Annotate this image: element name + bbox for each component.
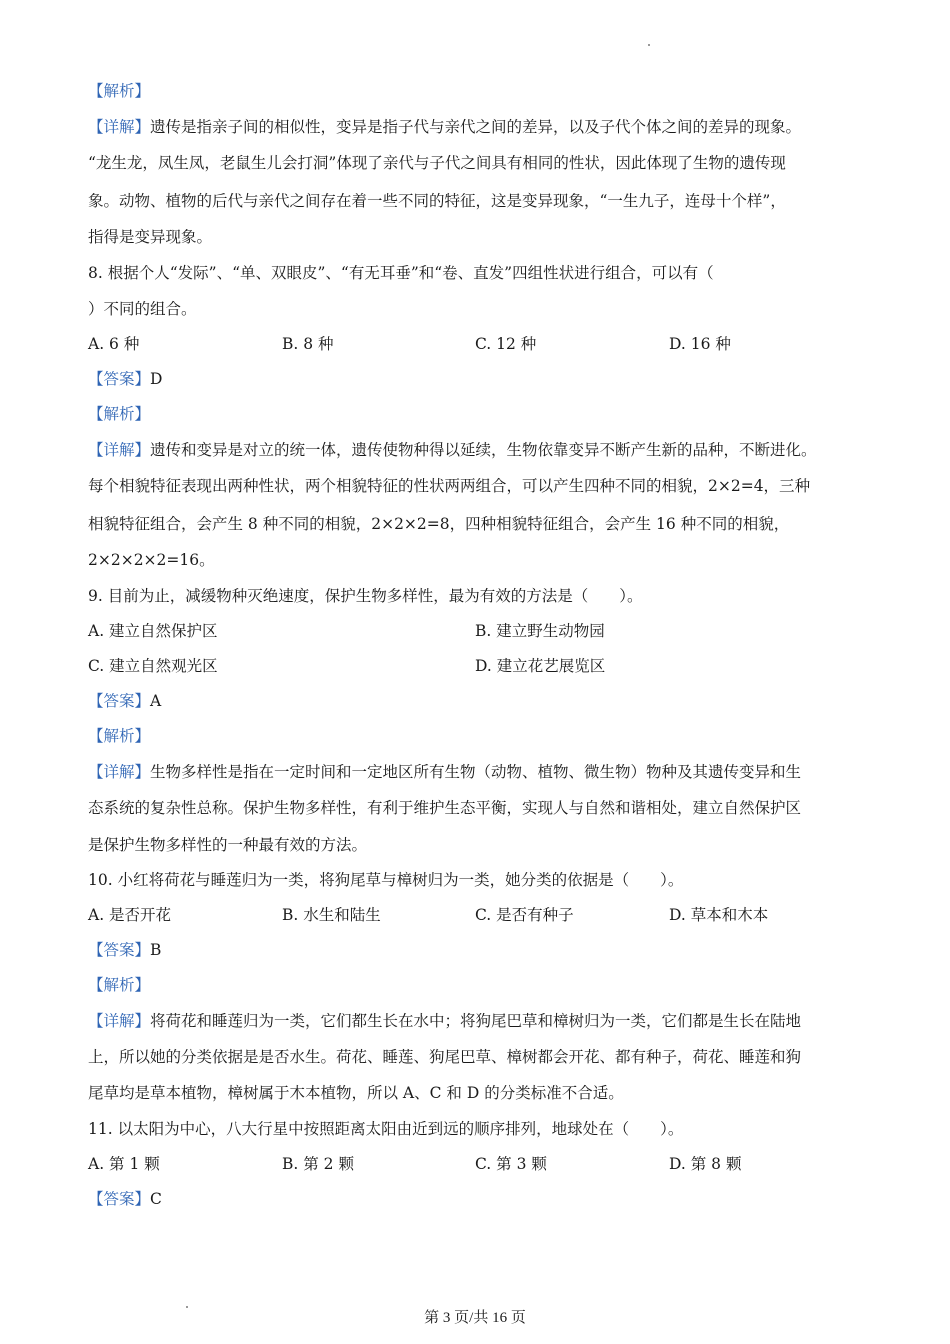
analysis-label-q10: 【解析】 [88, 976, 151, 994]
question-9-option-a: A. 建立自然保护区 [88, 622, 218, 640]
question-10-option-b: B. 水生和陆生 [282, 906, 381, 924]
answer-value: D [150, 370, 163, 388]
detail-label: 【详解】 [88, 118, 151, 136]
detail-q8-line-1: 【详解】遗传和变异是对立的统一体，遗传使物种得以延续，生物依靠变异不断产生新的品种，不断进化。 [88, 441, 817, 459]
detail-q8-line-4: 2×2×2×2=16。 [88, 551, 215, 569]
question-11-option-a: A. 第 1 颗 [88, 1155, 160, 1173]
question-10-option-a: A. 是否开花 [88, 906, 172, 924]
answer-q9 [88, 690, 878, 712]
question-9-option-b: B. 建立野生动物园 [475, 622, 605, 640]
analysis-label-q8: 【解析】 [88, 405, 151, 423]
answer-label: 【答案】 [88, 1190, 151, 1208]
answer-value: C [150, 1190, 162, 1208]
detail-q7-line-1: 【详解】遗传是指亲子间的相似性，变异是指子代与亲代之间的差异，以及子代个体之间的差异的现象。 [88, 118, 802, 136]
answer-label: 【答案】 [88, 941, 151, 959]
detail-q8-line-2: 每个相貌特征表现出两种性状，两个相貌特征的性状两两组合，可以产生四种不同的相貌，2×2=4，三种 [88, 477, 811, 495]
question-8-option-d: D. 16 种 [669, 335, 731, 353]
question-9-stem: 9. 目前为止，减缓物种灭绝速度，保护生物多样性，最为有效的方法是（ ）。 [88, 587, 643, 605]
answer-value: B [150, 941, 162, 959]
answer-value: A [150, 692, 162, 710]
detail-q10-line-2: 上，所以她的分类依据是是否水生。荷花、睡莲、狗尾巴草、樟树都会开花、都有种子，荷花、睡莲和狗 [88, 1048, 802, 1066]
question-10-stem: 10. 小红将荷花与睡莲归为一类，将狗尾草与樟树归为一类，她分类的依据是（ ）。 [88, 871, 684, 889]
detail-label: 【详解】 [88, 441, 151, 459]
detail-q10-line-3: 尾草均是草本植物，樟树属于木本植物，所以 A、C 和 D 的分类标准不合适。 [88, 1084, 624, 1102]
question-8-stem-line-1: 8. 根据个人“发际”、“单、双眼皮”、“有无耳垂”和“卷、直发”四组性状进行组合，可以有（ [88, 264, 714, 282]
detail-q9-line-2: 态系统的复杂性总称。保护生物多样性，有利于维护生态平衡，实现人与自然和谐相处，建立自然保护区 [88, 799, 802, 817]
answer-label: 【答案】 [88, 692, 151, 710]
question-8-option-c: C. 12 种 [475, 335, 537, 353]
detail-label: 【详解】 [88, 763, 151, 781]
detail-q7-line-2: “龙生龙，凤生凤，老鼠生儿会打洞”体现了亲代与子代之间具有相同的性状，因此体现了生物的遗传现 [88, 154, 786, 172]
page-number: 第 3 页/共 16 页 [424, 1310, 526, 1326]
detail-q9-line-3: 是保护生物多样性的一种最有效的方法。 [88, 836, 368, 854]
analysis-label-q7: 【解析】 [88, 82, 151, 100]
question-10-option-c: C. 是否有种子 [475, 906, 574, 924]
question-8-stem-line-2: ）不同的组合。 [88, 300, 197, 318]
detail-q8-line-3: 相貌特征组合，会产生 8 种不同的相貌，2×2×2=8，四种相貌特征组合，会产生 16 种不同的相貌， [88, 515, 790, 533]
detail-q9-line-1: 【详解】生物多样性是指在一定时间和一定地区所有生物（动物、植物、微生物）物种及其遗传变异和生 [88, 763, 802, 781]
analysis-label-q9: 【解析】 [88, 727, 151, 745]
question-10-option-d: D. 草本和木本 [669, 906, 769, 924]
scan-speck [648, 44, 650, 46]
detail-q10-line-1: 【详解】将荷花和睡莲归为一类，它们都生长在水中；将狗尾巴草和樟树归为一类，它们都是生长在陆地 [88, 1012, 802, 1030]
question-11-option-b: B. 第 2 颗 [282, 1155, 354, 1173]
answer-q8 [88, 368, 878, 390]
detail-label: 【详解】 [88, 1012, 151, 1030]
question-9-option-d: D. 建立花艺展览区 [475, 657, 606, 675]
detail-q7-line-3: 象。动物、植物的后代与亲代之间存在着一些不同的特征，这是变异现象，“一生九子，连母十个样”， [88, 192, 786, 210]
question-11-option-c: C. 第 3 颗 [475, 1155, 547, 1173]
answer-q11 [88, 1188, 878, 1210]
answer-label: 【答案】 [88, 370, 151, 388]
detail-q7-line-4: 指得是变异现象。 [88, 228, 213, 246]
question-8-option-a: A. 6 种 [88, 335, 140, 353]
question-11-stem: 11. 以太阳为中心，八大行星中按照距离太阳由近到远的顺序排列，地球处在（ ）。 [88, 1120, 684, 1138]
question-8-option-b: B. 8 种 [282, 335, 334, 353]
question-9-option-c: C. 建立自然观光区 [88, 657, 218, 675]
answer-q10 [88, 939, 878, 961]
question-11-option-d: D. 第 8 颗 [669, 1155, 742, 1173]
